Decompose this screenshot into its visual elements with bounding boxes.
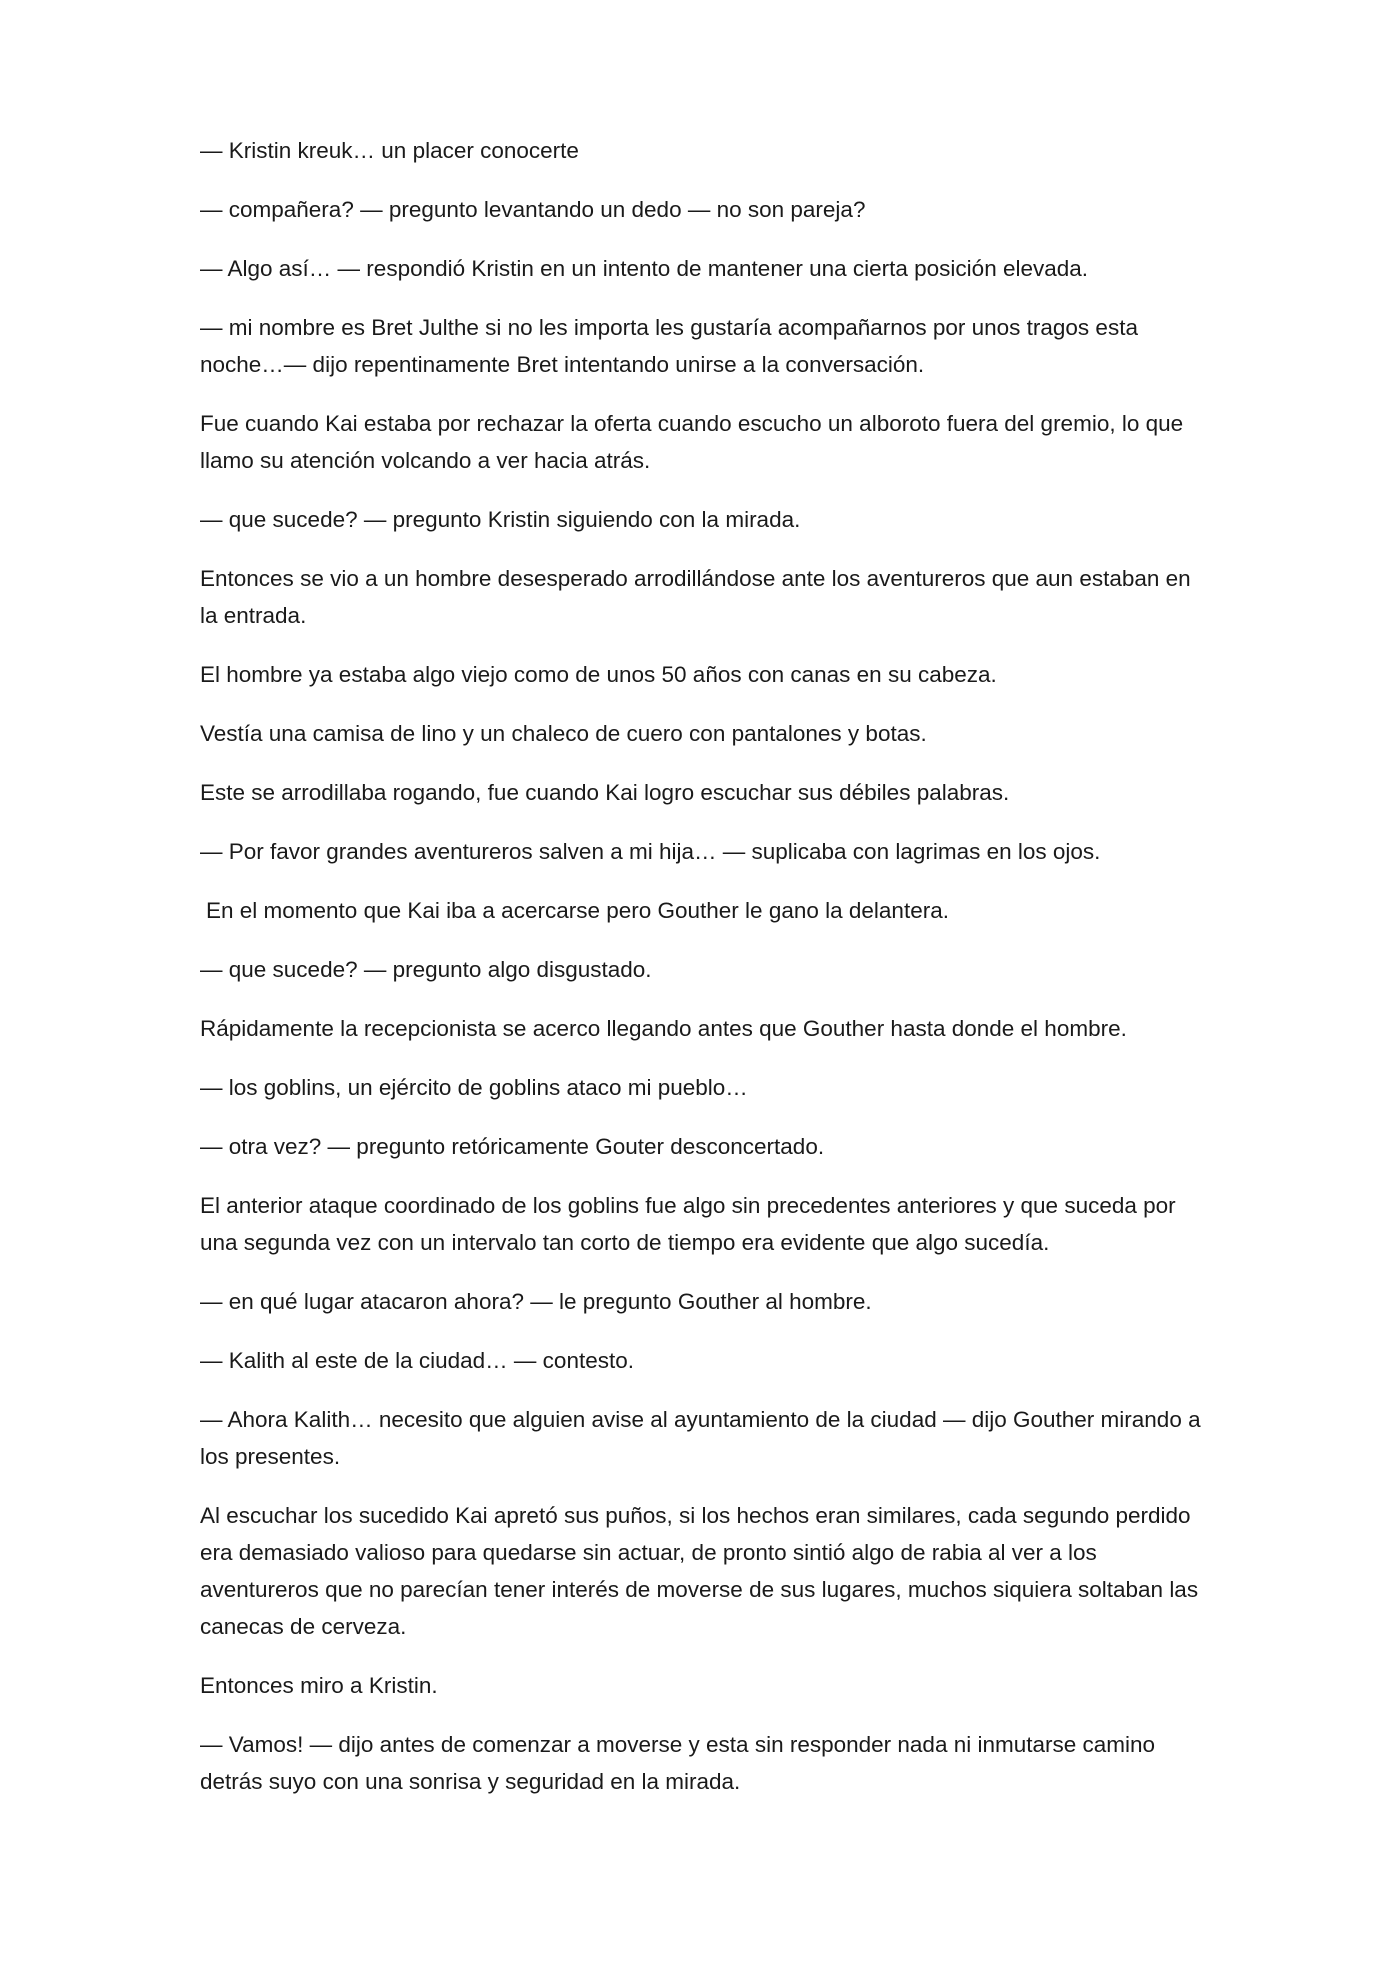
paragraph: El hombre ya estaba algo viejo como de unos 50 años con canas en su cabeza. xyxy=(200,662,997,687)
paragraph: Rápidamente la recepcionista se acerco llegando antes que Gouther hasta donde el hombre. xyxy=(200,1016,1127,1041)
paragraph: El anterior ataque coordinado de los goblins fue algo sin precedentes anteriores y que suceda por una segunda vez con un intervalo tan corto de tiempo era evidente que algo sucedía. xyxy=(200,1193,1176,1255)
paragraph: — que sucede? — pregunto algo disgustado. xyxy=(200,957,652,982)
paragraph: — Vamos! — dijo antes de comenzar a moverse y esta sin responder nada ni inmutarse camino detrás suyo con una sonrisa y seguridad en la mirada. xyxy=(200,1732,1156,1794)
paragraph: — Por favor grandes aventureros salven a mi hija… — suplicaba con lagrimas en los ojos. xyxy=(200,839,1101,864)
paragraph: — otra vez? — pregunto retóricamente Gouter desconcertado. xyxy=(200,1134,825,1159)
paragraph: Al escuchar los sucedido Kai apretó sus puños, si los hechos eran similares, cada segundo perdido era demasiado valioso para quedarse sin actuar, de pronto sintió algo de rabia al ver a los aventureros que no parecían tener interés de moverse de sus lugares, muchos siquiera soltaban las canecas de cerveza. xyxy=(200,1503,1199,1639)
paragraph: — Algo así… — respondió Kristin en un intento de mantener una cierta posición elevada. xyxy=(200,256,1089,281)
paragraph: — los goblins, un ejército de goblins ataco mi pueblo… xyxy=(200,1075,748,1100)
paragraph: En el momento que Kai iba a acercarse pero Gouther le gano la delantera. xyxy=(206,898,949,923)
paragraph: — Ahora Kalith… necesito que alguien avise al ayuntamiento de la ciudad — dijo Gouther mirando a los presentes. xyxy=(200,1407,1201,1469)
paragraph: Vestía una camisa de lino y un chaleco de cuero con pantalones y botas. xyxy=(200,721,927,746)
paragraph: — mi nombre es Bret Julthe si no les importa les gustaría acompañarnos por unos tragos esta noche…— dijo repentinamente Bret intentando unirse a la conversación. xyxy=(200,315,1138,377)
paragraph: Este se arrodillaba rogando, fue cuando Kai logro escuchar sus débiles palabras. xyxy=(200,780,1010,805)
paragraph: — Kristin kreuk… un placer conocerte xyxy=(200,138,579,163)
paragraph: Entonces se vio a un hombre desesperado arrodillándose ante los aventureros que aun estaban en la entrada. xyxy=(200,566,1191,628)
paragraph: — que sucede? — pregunto Kristin siguiendo con la mirada. xyxy=(200,507,801,532)
paragraph: — compañera? — pregunto levantando un dedo — no son pareja? xyxy=(200,197,866,222)
paragraph: — en qué lugar atacaron ahora? — le pregunto Gouther al hombre. xyxy=(200,1289,872,1314)
document-body xyxy=(200,132,1210,1822)
paragraph: Fue cuando Kai estaba por rechazar la oferta cuando escucho un alboroto fuera del gremio, lo que llamo su atención volcando a ver hacia atrás. xyxy=(200,411,1184,473)
paragraph: — Kalith al este de la ciudad… — contesto. xyxy=(200,1348,634,1373)
paragraph: Entonces miro a Kristin. xyxy=(200,1673,438,1698)
